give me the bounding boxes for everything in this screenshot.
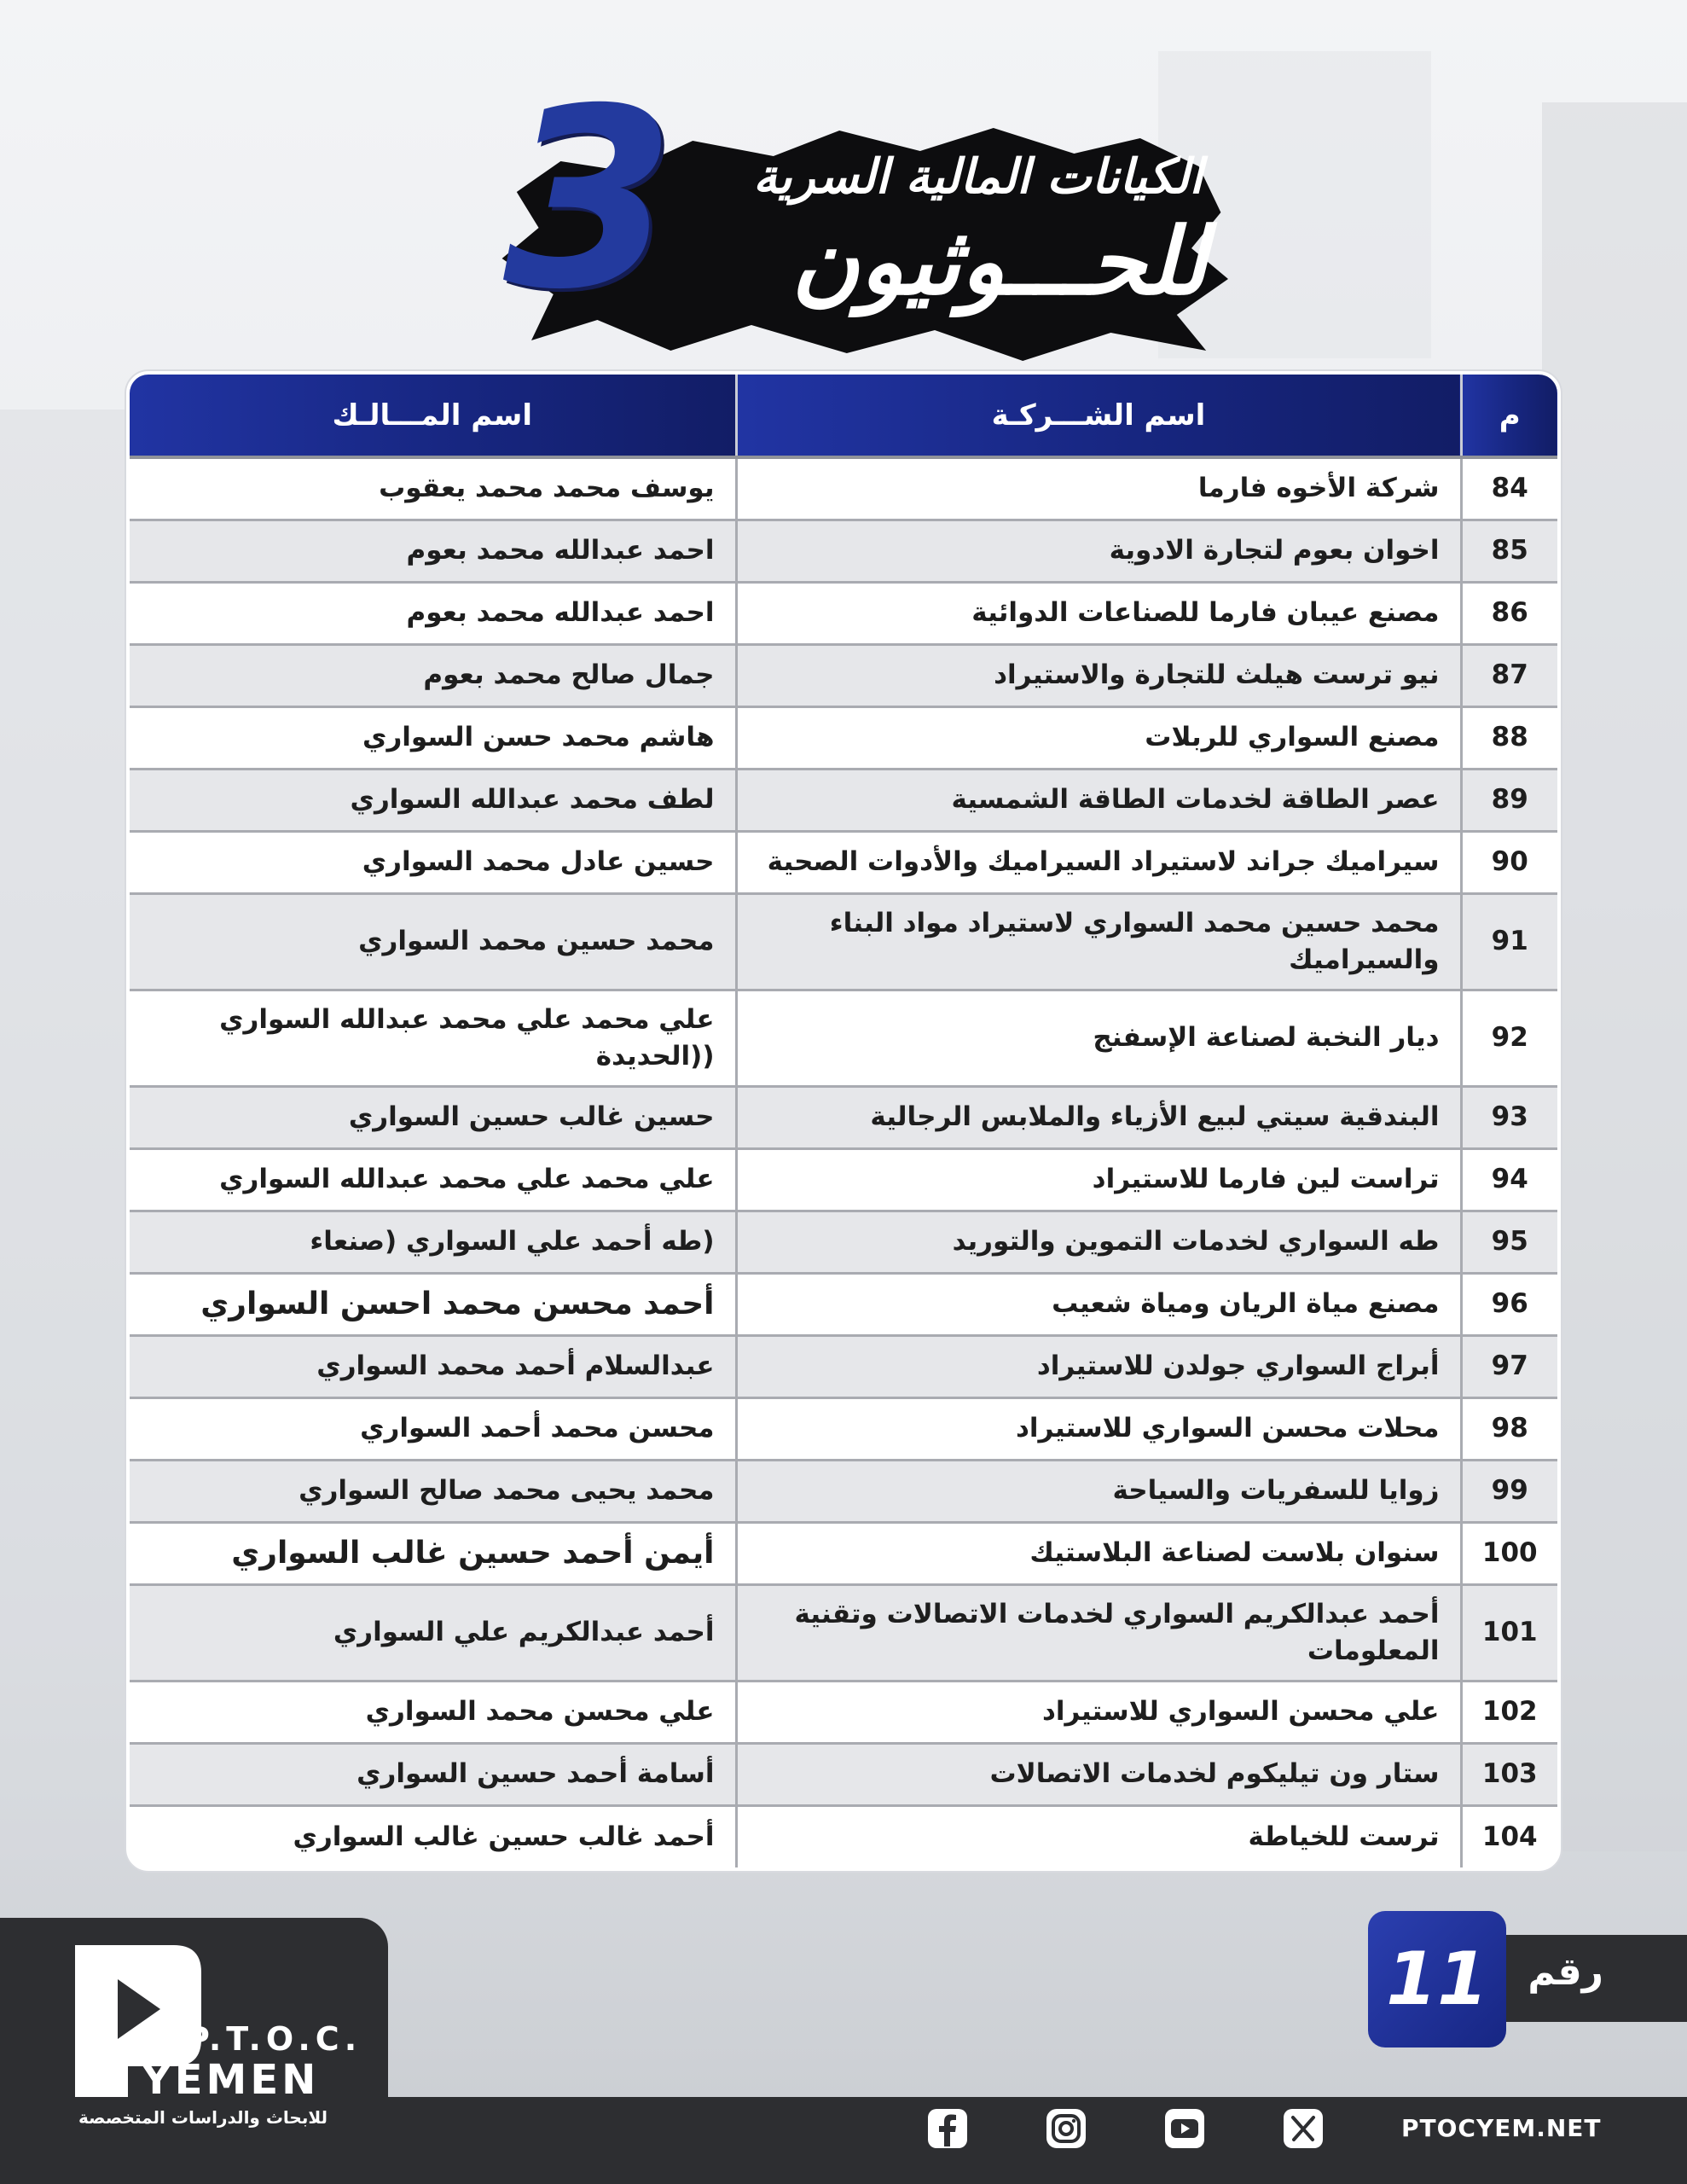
company-name: علي محسن السواري للاستيراد [736, 1681, 1461, 1743]
owner-name: احمد عبدالله محمد بعوم [130, 520, 736, 582]
company-name: زوايا للسفريات والسياحة [736, 1460, 1461, 1522]
company-name: طه السواري لخدمات التموين والتوريد [736, 1211, 1461, 1273]
table-row [130, 1335, 1557, 1397]
title-line-1: الكيانات المالية السرية [753, 149, 1203, 205]
row-number: 84 [1461, 457, 1557, 520]
table-header-row [130, 375, 1557, 457]
owner-name: جمال صالح محمد بعوم [130, 644, 736, 706]
owner-name: (طه أحمد علي السواري (صنعاء [130, 1211, 736, 1273]
table-row [130, 644, 1557, 706]
row-number: 98 [1461, 1397, 1557, 1460]
table-row [130, 893, 1557, 990]
table-row [130, 520, 1557, 582]
row-number: 87 [1461, 644, 1557, 706]
row-number: 93 [1461, 1086, 1557, 1148]
table-row [130, 990, 1557, 1086]
owner-name: علي محمد علي محمد عبدالله السواري [130, 1148, 736, 1211]
owner-name: محسن محمد أحمد السواري [130, 1397, 736, 1460]
owner-name: أيمن أحمد حسين غالب السواري [130, 1522, 736, 1584]
owner-name: علي محمد علي محمد عبدالله السواري ((الحديدة [130, 990, 736, 1086]
owner-name: هاشم محمد حسن السواري [130, 706, 736, 769]
owner-name: أسامة أحمد حسين السواري [130, 1743, 736, 1805]
website-link[interactable]: PTOCYEM.NET [1401, 2114, 1602, 2142]
owner-name: محمد حسين محمد السواري [130, 893, 736, 990]
table-row [130, 1086, 1557, 1148]
table-row [130, 582, 1557, 644]
row-number: 95 [1461, 1211, 1557, 1273]
page-number: 11 [1368, 1911, 1506, 2048]
row-number: 92 [1461, 990, 1557, 1086]
owner-name: عبدالسلام أحمد محمد السواري [130, 1335, 736, 1397]
row-number: 102 [1461, 1681, 1557, 1743]
row-number: 90 [1461, 831, 1557, 893]
row-number: 94 [1461, 1148, 1557, 1211]
company-name: سيراميك جراند لاستيراد السيراميك والأدوات الصحية [736, 831, 1461, 893]
company-name: مصنع السواري للربلات [736, 706, 1461, 769]
row-number: 100 [1461, 1522, 1557, 1584]
instagram-icon[interactable] [1045, 2107, 1087, 2150]
title-line-2: للحـــوثيون [791, 209, 1207, 316]
table-row [130, 1397, 1557, 1460]
company-name: مصنع مياة الريان ومياة شعيب [736, 1273, 1461, 1335]
row-number: 104 [1461, 1805, 1557, 1867]
company-name: سنوان بلاست لصناعة البلاستيك [736, 1522, 1461, 1584]
owner-name: حسين غالب حسين السواري [130, 1086, 736, 1148]
owner-name: يوسف محمد محمد يعقوب [130, 457, 736, 520]
facebook-icon[interactable] [926, 2107, 969, 2150]
company-name: تراست لين فارما للاستيراد [736, 1148, 1461, 1211]
owner-name: محمد يحيى محمد صالح السواري [130, 1460, 736, 1522]
company-name: اخوان بعوم لتجارة الادوية [736, 520, 1461, 582]
row-number: 99 [1461, 1460, 1557, 1522]
page-header [461, 56, 1254, 363]
company-name: ستار ون تيليكوم لخدمات الاتصالات [736, 1743, 1461, 1805]
row-number: 89 [1461, 769, 1557, 831]
owner-name: أحمد عبدالكريم علي السواري [130, 1584, 736, 1681]
row-number: 85 [1461, 520, 1557, 582]
table-row [130, 1805, 1557, 1867]
row-number: 103 [1461, 1743, 1557, 1805]
company-name: البندقية سيتي لبيع الأزياء والملابس الرجالية [736, 1086, 1461, 1148]
logo-ptoc-text: P.T.O.C. [186, 2020, 362, 2058]
owner-name: احمد عبدالله محمد بعوم [130, 582, 736, 644]
row-number: 97 [1461, 1335, 1557, 1397]
table-row [130, 1743, 1557, 1805]
row-number: 86 [1461, 582, 1557, 644]
table-row [130, 1460, 1557, 1522]
background-panel [1542, 102, 1687, 1851]
row-number: 91 [1461, 893, 1557, 990]
table-row [130, 1148, 1557, 1211]
company-name: نيو ترست هيلث للتجارة والاستيراد [736, 644, 1461, 706]
owner-name: حسين عادل محمد السواري [130, 831, 736, 893]
table-row [130, 706, 1557, 769]
youtube-icon[interactable] [1163, 2107, 1206, 2150]
logo-tagline: للابحاث والدراسات المتخصصة [78, 2107, 328, 2128]
company-name: مصنع عيبان فارما للصناعات الدوائية [736, 582, 1461, 644]
company-name: عصر الطاقة لخدمات الطاقة الشمسية [736, 769, 1461, 831]
row-number: 101 [1461, 1584, 1557, 1681]
company-name: ترست للخياطة [736, 1805, 1461, 1867]
company-name: أحمد عبدالكريم السواري لخدمات الاتصالات وتقنية المعلومات [736, 1584, 1461, 1681]
background-panel [0, 410, 128, 1860]
table-row [130, 831, 1557, 893]
issue-number: 3 [503, 56, 675, 344]
table-row [130, 457, 1557, 520]
table-row [130, 1211, 1557, 1273]
company-name: محمد حسين محمد السواري لاستيراد مواد البناء والسيراميك [736, 893, 1461, 990]
column-header-company: اسم الشـــركـة [736, 375, 1461, 457]
table-row [130, 769, 1557, 831]
row-number: 88 [1461, 706, 1557, 769]
page-label: رقم [1528, 1950, 1603, 1994]
owner-name: علي محسن محمد السواري [130, 1681, 736, 1743]
table-row [130, 1681, 1557, 1743]
company-name: أبراج السواري جولدن للاستيراد [736, 1335, 1461, 1397]
table-row [130, 1273, 1557, 1335]
company-name: ديار النخبة لصناعة الإسفنج [736, 990, 1461, 1086]
x-icon[interactable] [1282, 2107, 1325, 2150]
row-number: 96 [1461, 1273, 1557, 1335]
logo-yemen-text: YEMEN [142, 2056, 320, 2104]
companies-table [126, 371, 1561, 1871]
table-row [130, 1584, 1557, 1681]
company-name: محلات محسن السواري للاستيراد [736, 1397, 1461, 1460]
owner-name: أحمد محسن محمد احسن السواري [130, 1273, 736, 1335]
column-header-number: م [1461, 375, 1557, 457]
column-header-owner: اسم المـــالـك [130, 375, 736, 457]
table-row [130, 1522, 1557, 1584]
owner-name: لطف محمد عبدالله السواري [130, 769, 736, 831]
company-name: شركة الأخوه فارما [736, 457, 1461, 520]
owner-name: أحمد غالب حسين غالب السواري [130, 1805, 736, 1867]
